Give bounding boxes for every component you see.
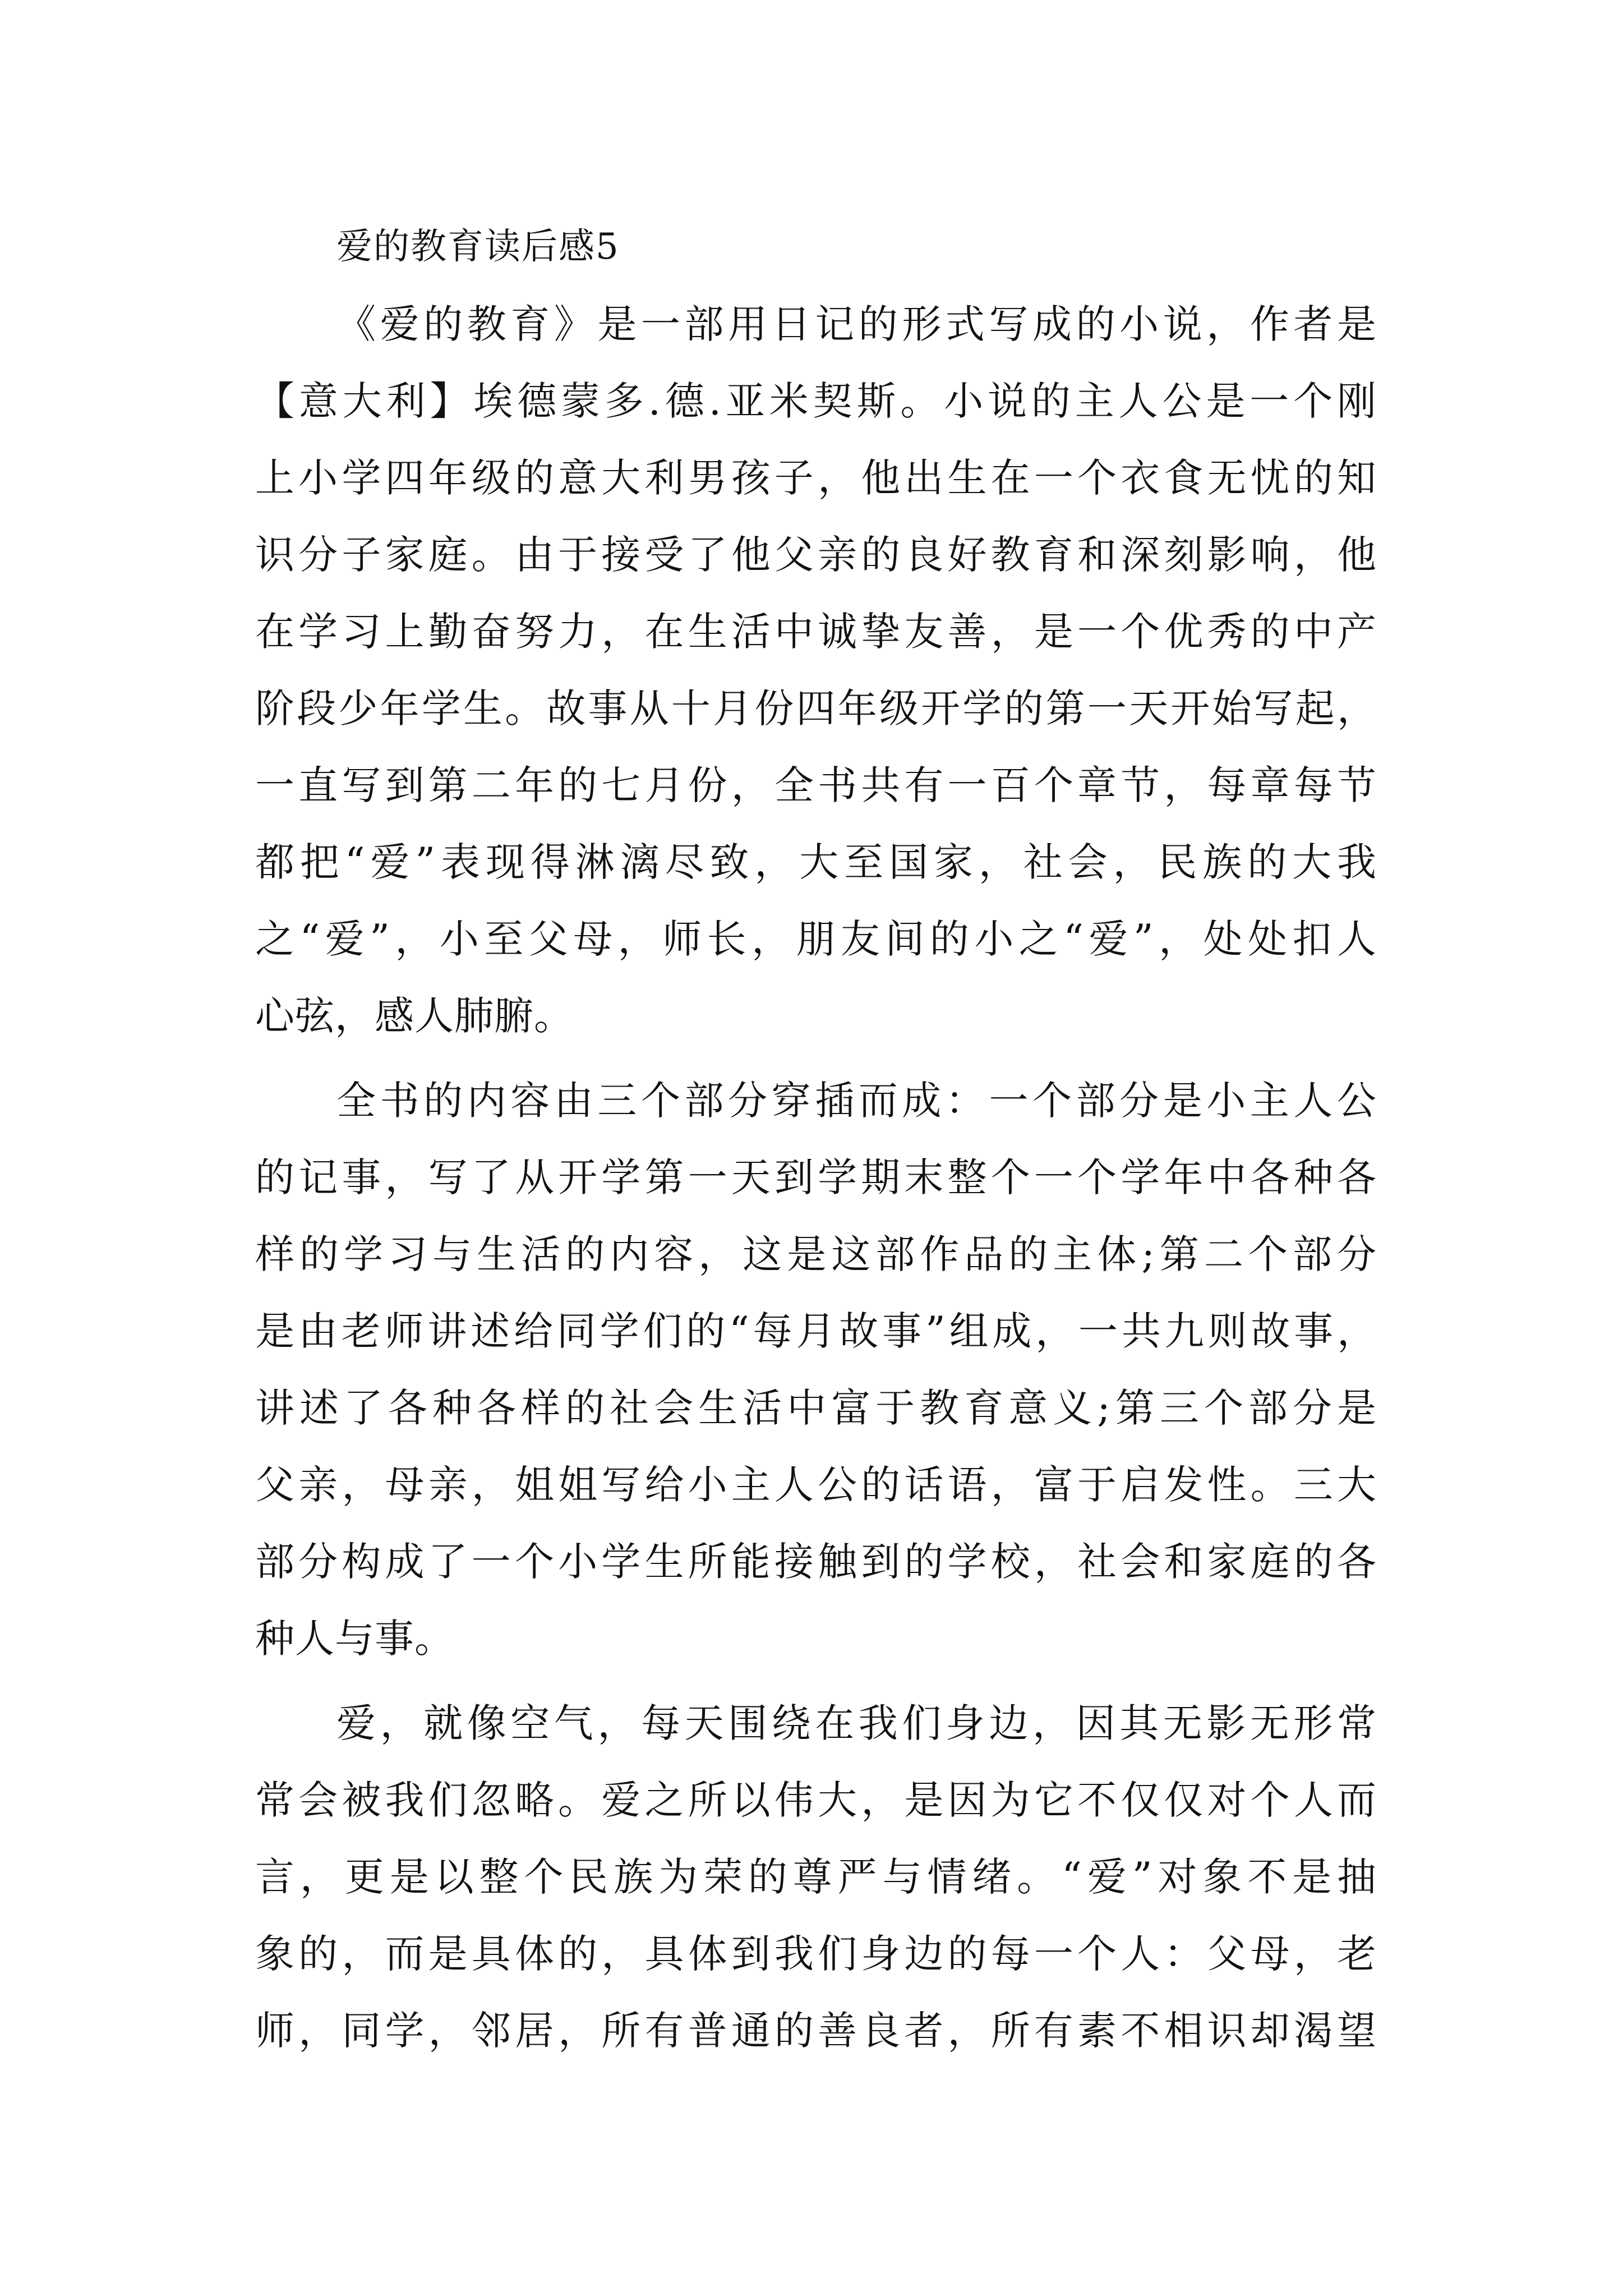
text-line: 样的学习与生活的内容，这是这部作品的主体;第二个部分 bbox=[255, 1231, 1377, 1277]
text-line: 师，同学，邻居，所有普通的善良者，所有素不相识却渴望 bbox=[255, 2008, 1377, 2054]
text-line: 爱，就像空气，每天围绕在我们身边，因其无影无形常 bbox=[336, 1700, 1377, 1746]
text-line: 全书的内容由三个部分穿插而成：一个部分是小主人公 bbox=[336, 1078, 1377, 1124]
document-title: 爱的教育读后感5 bbox=[336, 226, 620, 268]
text-line: 之“爱”，小至父母，师长，朋友间的小之“爱”，处处扣人 bbox=[255, 916, 1377, 962]
text-line: 象的，而是具体的，具体到我们身边的每一个人：父母，老 bbox=[255, 1931, 1377, 1977]
text-line: 言，更是以整个民族为荣的尊严与情绪。“爱”对象不是抽 bbox=[255, 1854, 1377, 1900]
text-line: 讲述了各种各样的社会生活中富于教育意义;第三个部分是 bbox=[255, 1385, 1377, 1431]
text-line: 种人与事。 bbox=[255, 1616, 454, 1662]
text-line: 在学习上勤奋努力，在生活中诚挚友善，是一个优秀的中产 bbox=[255, 609, 1377, 655]
text-line: 部分构成了一个小学生所能接触到的学校，社会和家庭的各 bbox=[255, 1539, 1377, 1585]
text-line: 《爱的教育》是一部用日记的形式写成的小说，作者是 bbox=[336, 301, 1377, 347]
text-line: 上小学四年级的意大利男孩子，他出生在一个衣食无忧的知 bbox=[255, 455, 1377, 501]
paragraph-2 bbox=[255, 1062, 1377, 1677]
text-line: 【意大利】埃德蒙多.德.亚米契斯。小说的主人公是一个刚 bbox=[255, 378, 1377, 424]
text-line: 一直写到第二年的七月份，全书共有一百个章节，每章每节 bbox=[255, 762, 1377, 808]
paragraph-3 bbox=[255, 1685, 1377, 2069]
text-line: 阶段少年学生。故事从十月份四年级开学的第一天开始写起， bbox=[255, 685, 1377, 731]
text-line: 都把“爱”表现得淋漓尽致，大至国家，社会，民族的大我 bbox=[255, 839, 1377, 885]
text-line: 父亲，母亲，姐姐写给小主人公的话语，富于启发性。三大 bbox=[255, 1462, 1377, 1508]
document-body bbox=[255, 286, 1377, 2077]
text-line: 常会被我们忽略。爱之所以伟大，是因为它不仅仅对个人而 bbox=[255, 1777, 1377, 1823]
text-line: 识分子家庭。由于接受了他父亲的良好教育和深刻影响，他 bbox=[255, 532, 1377, 578]
text-line: 是由老师讲述给同学们的“每月故事”组成，一共九则故事， bbox=[255, 1308, 1377, 1354]
paragraph-1 bbox=[255, 286, 1377, 1055]
text-line: 的记事，写了从开学第一天到学期末整个一个学年中各种各 bbox=[255, 1154, 1377, 1200]
text-line: 心弦，感人肺腑。 bbox=[255, 993, 574, 1039]
